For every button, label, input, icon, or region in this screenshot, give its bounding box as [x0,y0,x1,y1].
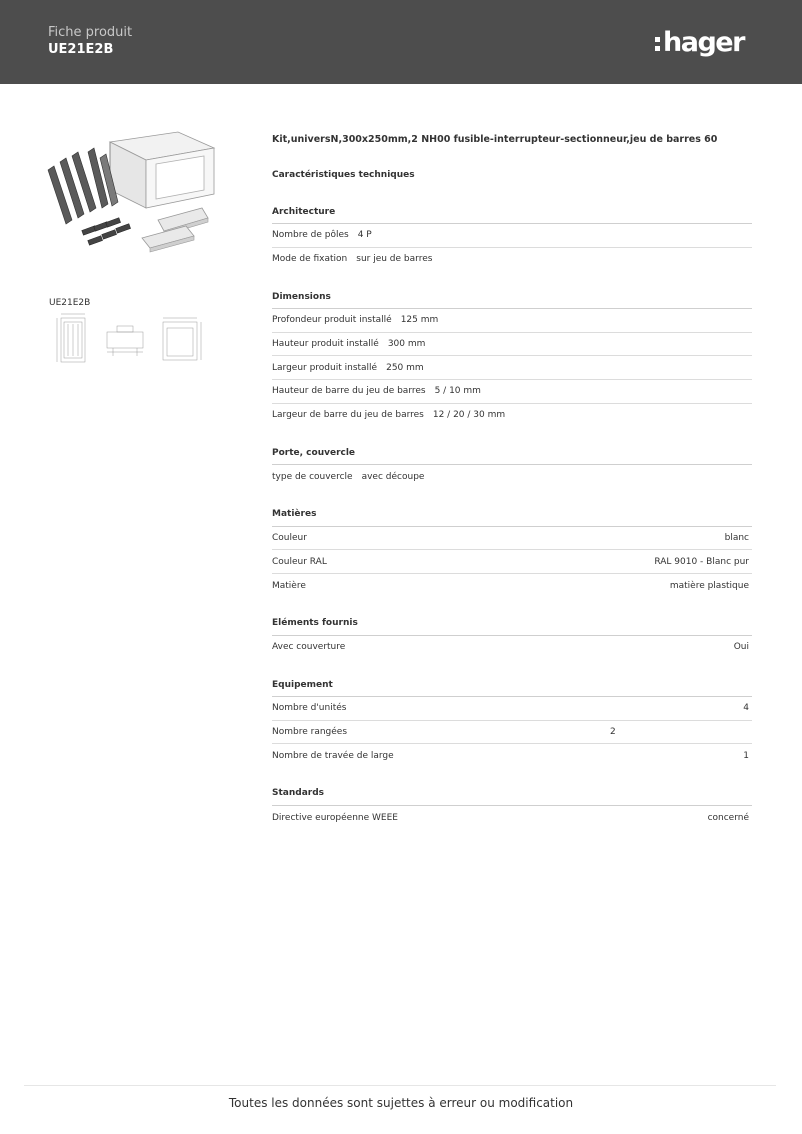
spec-row [272,333,752,357]
spec-row [272,697,752,721]
spec-row [272,744,752,768]
product-sheet-content [272,128,752,830]
spec-row [272,574,752,598]
spec-label: Nombre de travée de large [272,751,394,762]
spec-row [272,527,752,551]
spec-row [272,465,752,489]
section-elements-fournis [272,612,752,660]
section-porte-couvercle [272,441,752,489]
spec-row [272,721,752,745]
technical-drawings [55,312,205,368]
product-reference: UE21E2B [48,42,114,57]
specs-heading: Caractéristiques techniques [272,170,415,180]
spec-row [272,806,752,830]
spec-label: Hauteur produit installé [272,339,379,350]
spec-label: Nombre de pôles [272,230,349,241]
section-title: Matières [272,503,752,527]
terminals-icon [82,218,131,245]
spec-row [272,380,752,404]
spec-label: Largeur de barre du jeu de barres [272,410,424,421]
page-header [0,0,802,84]
document-type: Fiche produit [48,25,133,40]
front-view-drawing-icon [57,314,85,362]
spec-label: Couleur RAL [272,556,327,567]
footer-disclaimer: Toutes les données sont sujettes à erreur ou modification [228,1096,574,1110]
spec-row [272,248,752,272]
spec-value: RAL 9010 - Blanc pur [654,556,749,567]
spec-label: Mode de fixation [272,254,348,265]
section-standards [272,782,752,830]
hager-logo [655,24,744,60]
spec-label: Directive européenne WEEE [272,812,398,823]
logo-text: hager [663,26,744,58]
spec-row [272,309,752,333]
section-title: Equipement [272,673,752,697]
section-architecture [272,200,752,271]
section-title: Eléments fournis [272,612,752,636]
spec-label: Nombre rangées [272,727,348,738]
spec-value: 250 mm [386,362,424,373]
spec-value: 1 [743,751,749,762]
busbar-rails-icon [48,148,118,224]
spec-value: 125 mm [400,315,439,326]
spec-value: 300 mm [387,339,426,350]
section-equipement [272,673,752,768]
spec-value: 5 / 10 mm [434,386,481,397]
spec-label: Couleur [272,533,307,544]
product-image [44,128,220,256]
spec-label: type de couvercle [272,471,353,482]
spec-value: sur jeu de barres [356,254,433,265]
section-dimensions [272,285,752,427]
spec-value: 12 / 20 / 30 mm [432,410,506,421]
spec-value: 2 [610,727,616,738]
spec-value: 4 [743,703,749,714]
spec-label: Profondeur produit installé [272,315,392,326]
logo-colon-icon [655,37,660,51]
spec-value: avec découpe [361,471,425,482]
spec-row [272,550,752,574]
cover-plates-icon [142,208,208,252]
spec-value: 4 P [357,230,372,241]
enclosure-frame-icon [110,132,214,208]
footer-divider [24,1085,776,1086]
section-title: Dimensions [272,285,752,309]
spec-value: concerné [707,812,749,823]
side-view-drawing-icon [107,326,143,356]
section-title: Standards [272,782,752,806]
spec-row [272,356,752,380]
product-title: Kit,universN,300x250mm,2 NH00 fusible-interrupteur-sectionneur,jeu de barres 60 [272,133,718,145]
section-matieres [272,503,752,598]
spec-label: Nombre d'unités [272,703,347,714]
spec-label: Hauteur de barre du jeu de barres [272,386,426,397]
top-view-drawing-icon [163,318,201,360]
section-title: Porte, couvercle [272,441,752,465]
spec-label: Matière [272,580,306,591]
drawing-reference: UE21E2B [49,298,91,308]
spec-value: blanc [724,533,749,544]
spec-label: Largeur produit installé [272,362,378,373]
spec-value: Oui [733,642,749,653]
spec-row [272,636,752,660]
spec-label: Avec couverture [272,642,346,653]
spec-row [272,224,752,248]
section-title: Architecture [272,200,752,224]
spec-row [272,404,752,428]
spec-value: matière plastique [669,580,749,591]
